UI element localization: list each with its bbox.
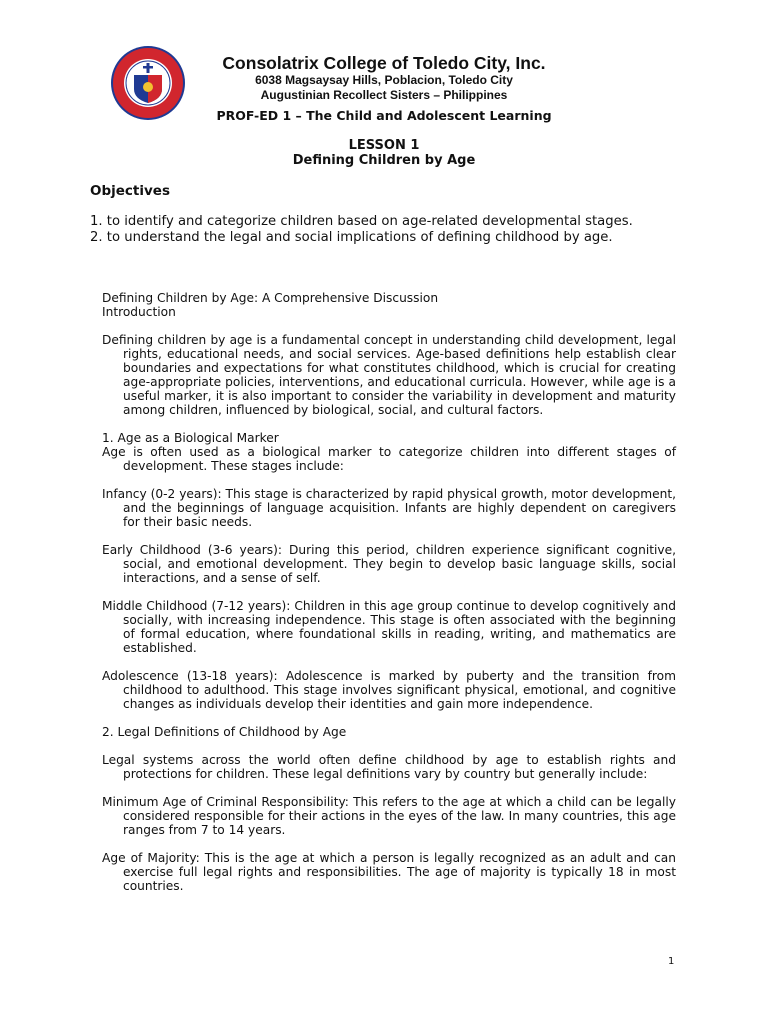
section2-heading: 2. Legal Definitions of Childhood by Age: [102, 725, 347, 739]
section1-intro: Age is often used as a biological marker to categorize children into different stages of development. These stages include:: [102, 445, 676, 473]
objective-item: 2. to understand the legal and social implications of defining childhood by age.: [90, 229, 613, 245]
document-body: [102, 291, 676, 907]
objectives-list: [90, 214, 680, 245]
adolescence-paragraph: Adolescence (13-18 years): Adolescence is marked by puberty and the transition from childhood to adulthood. This stage involves significant physical, emotional, and cognitive changes as individuals develop their identities and gain more independence.: [102, 669, 676, 711]
page-number: 1: [668, 956, 675, 967]
lesson-title: Defining Children by Age: [292, 153, 476, 168]
lesson-number: LESSON 1: [348, 138, 420, 153]
institution-order: Augustinian Recollect Sisters – Philippines: [260, 88, 508, 102]
intro-paragraph: Defining children by age is a fundamental concept in understanding child development, legal rights, educational needs, and social services. Age-based definitions help establish clear boundaries and expectations for what constitutes childhood, which is crucial for creating age-appropriate policies, interventions, and educational curricula. However, while age is a useful marker, it is also important to consider the variability in development and maturity among children, influenced by biological, social, and cultural factors.: [102, 333, 676, 417]
course-title: PROF-ED 1 – The Child and Adolescent Learning: [216, 108, 552, 123]
criminal-responsibility-paragraph: Minimum Age of Criminal Responsibility: This refers to the age at which a child can be legally considered responsible for their actions in the eyes of the law. In many countries, this age ranges from 7 to 14 years.: [102, 795, 676, 837]
section2-intro: Legal systems across the world often define childhood by age to establish rights and protections for children. These legal definitions vary by country but generally include:: [102, 753, 676, 781]
objectives-heading: Objectives: [90, 183, 170, 199]
infancy-paragraph: Infancy (0-2 years): This stage is characterized by rapid physical growth, motor development, and the beginnings of language acquisition. Infants are highly dependent on caregivers for their basic needs.: [102, 487, 676, 529]
early-childhood-paragraph: Early Childhood (3-6 years): During this period, children experience significant cognitive, social, and emotional development. They begin to develop basic language skills, social interactions, and a sense of self.: [102, 543, 676, 585]
section1-heading: 1. Age as a Biological Marker: [102, 431, 279, 445]
objective-item: 1. to identify and categorize children based on age-related developmental stages.: [90, 214, 633, 229]
majority-paragraph: Age of Majority: This is the age at which a person is legally recognized as an adult and can exercise full legal rights and responsibilities. The age of majority is typically 18 in most countries.: [102, 851, 676, 893]
institution-name: Consolatrix College of Toledo City, Inc.: [222, 53, 546, 73]
middle-childhood-paragraph: Middle Childhood (7-12 years): Children in this age group continue to develop cognitively and socially, with increasing independence. This stage is often associated with the beginning of formal education, where foundational skills in reading, writing, and mathematics are established.: [102, 599, 676, 655]
intro-heading: Introduction: [102, 305, 176, 319]
institution-address: 6038 Magsaysay Hills, Poblacion, Toledo City: [255, 73, 513, 87]
document-title: Defining Children by Age: A Comprehensive Discussion: [102, 291, 439, 305]
